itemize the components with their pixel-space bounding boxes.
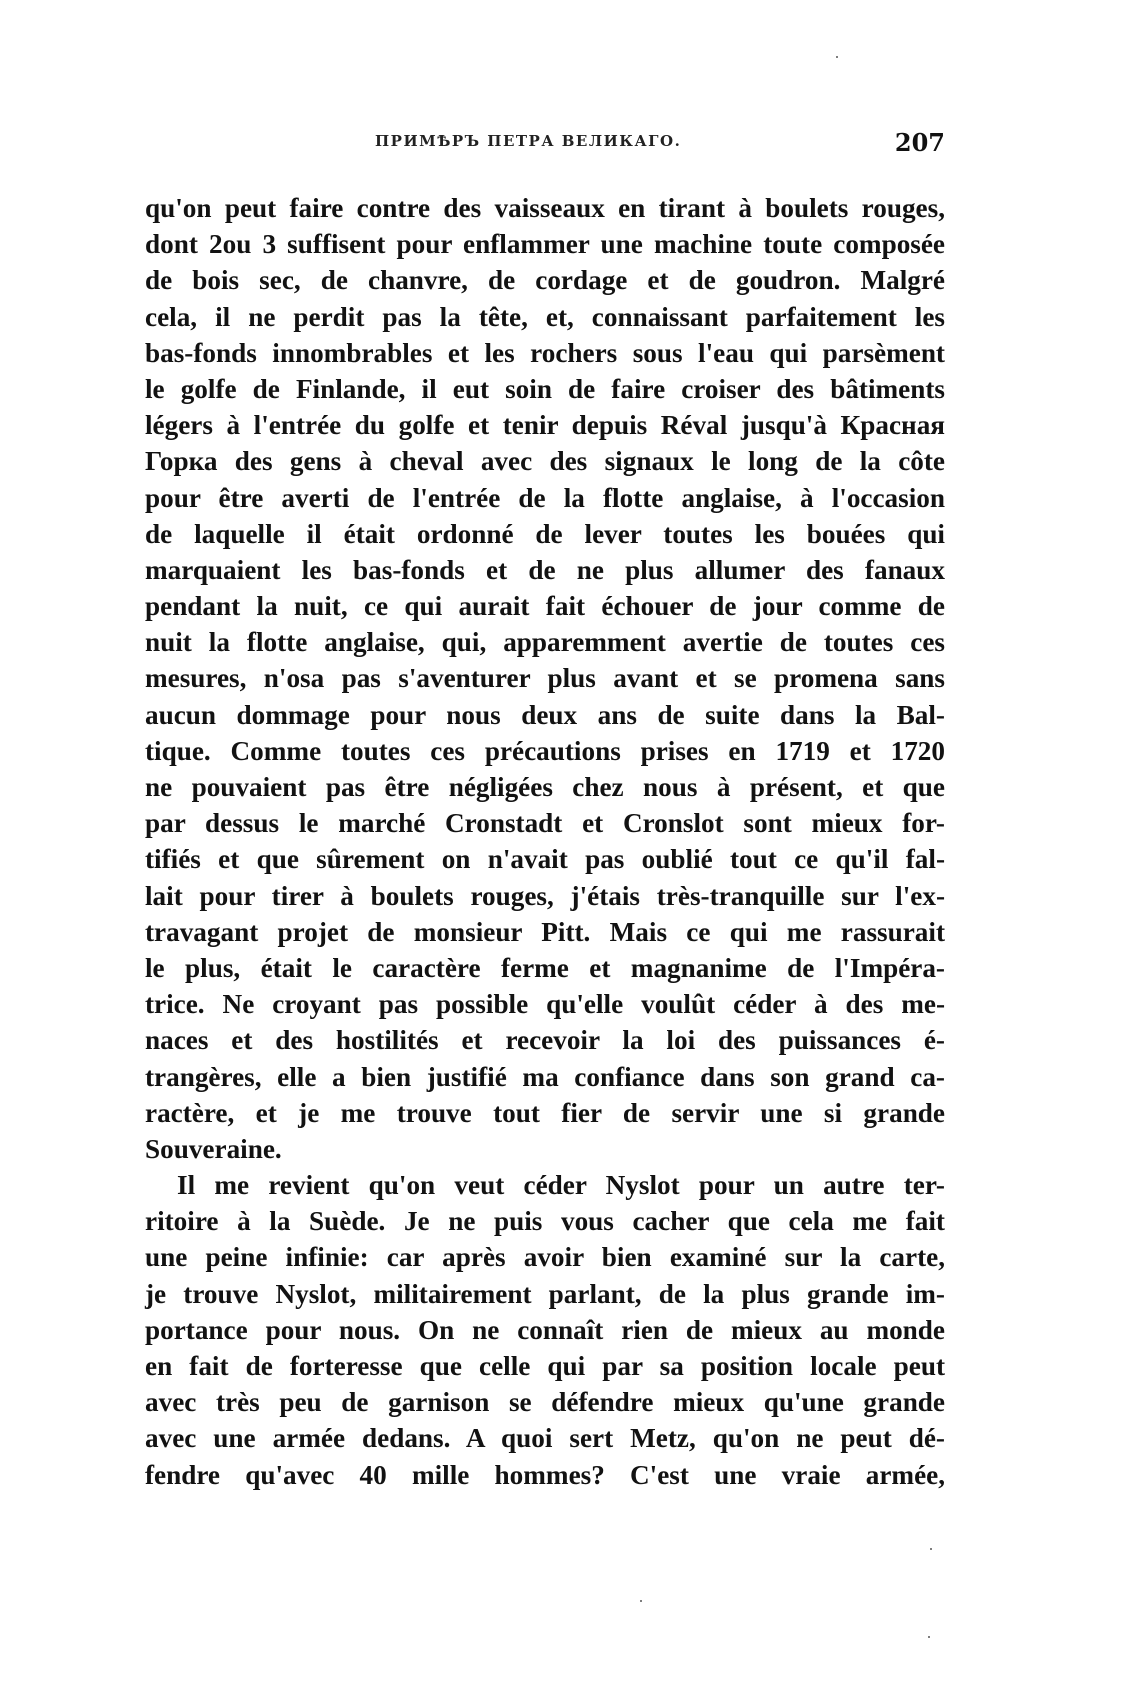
text-line: ritoire à la Suède. Je ne puis vous cacher que cela me fait: [145, 1206, 945, 1237]
text-line: avec une armée dedans. A quoi sert Metz, qu'on ne peut dé-: [145, 1423, 945, 1454]
text-line: trangères, elle a bien justifié ma confiance dans son grand ca-: [145, 1061, 945, 1092]
text-line: aucun dommage pour nous deux ans de suite dans la Bal-: [145, 699, 945, 730]
text-line: lait pour tirer à boulets rouges, j'étais très-tranquille sur l'ex-: [145, 880, 945, 911]
text-line: naces et des hostilités et recevoir la loi des puissances é-: [145, 1025, 945, 1056]
text-line: pendant la nuit, ce qui aurait fait échouer de jour comme de: [145, 591, 945, 622]
page-number: 207: [894, 128, 945, 157]
running-title: ПРИМѢРЪ ПЕТРА ВЕЛИКАГО.: [375, 132, 682, 150]
text-line: Il me revient qu'on veut céder Nyslot pour un autre ter-: [177, 1170, 945, 1201]
text-line: ne pouvaient pas être négligées chez nous à présent, et que: [145, 772, 945, 802]
text-line: mesures, n'osa pas s'aventurer plus avant et se promena sans: [145, 663, 945, 694]
paragraph-1: [145, 190, 945, 1167]
text-line: je trouve Nyslot, militairement parlant, de la plus grande im-: [145, 1278, 945, 1309]
text-line: dont 2ou 3 suffisent pour enflammer une machine toute composée: [145, 229, 945, 260]
text-line: le golfe de Finlande, il eut soin de faire croiser des bâtiments: [145, 373, 945, 404]
text-line: portance pour nous. On ne connaît rien de mieux au monde: [145, 1314, 945, 1345]
text-line: bas-fonds innombrables et les rochers sous l'eau qui parsèment: [145, 337, 945, 368]
text-line: le plus, était le caractère ferme et magnanime de l'Impéra-: [145, 952, 945, 983]
text-line: légers à l'entrée du golfe et tenir depuis Réval jusqu'à Красная: [145, 410, 945, 441]
text-line: tique. Comme toutes ces précautions prises en 1719 et 1720: [145, 735, 945, 766]
text-line: marquaient les bas-fonds et de ne plus allumer des fanaux: [145, 554, 945, 585]
text-line: travagant projet de monsieur Pitt. Mais ce qui me rassurait: [145, 916, 945, 947]
scan-speck: [640, 1600, 642, 1602]
body-text: [145, 190, 945, 1493]
text-line: par dessus le marché Cronstadt et Cronslot sont mieux for-: [145, 808, 945, 839]
text-line: Souveraine.: [145, 1133, 282, 1164]
text-line: pour être averti de l'entrée de la flotte anglaise, à l'occasion: [145, 482, 945, 513]
text-line: en fait de forteresse que celle qui par sa position locale peut: [145, 1351, 945, 1381]
text-line: une peine infinie: car après avoir bien examiné sur la carte,: [145, 1242, 945, 1273]
scan-speck: [930, 1548, 932, 1550]
text-line: tifiés et que sûrement on n'avait pas oublié tout ce qu'il fal-: [145, 844, 945, 875]
text-line: ractère, et je me trouve tout fier de servir une si grande: [145, 1097, 945, 1128]
text-line: cela, il ne perdit pas la tête, et, connaissant parfaitement les: [145, 301, 945, 332]
scan-speck: [928, 1636, 930, 1638]
paragraph-2: [145, 1167, 945, 1493]
text-line: avec très peu de garnison se défendre mieux qu'une grande: [145, 1387, 945, 1418]
text-line: trice. Ne croyant pas possible qu'elle voulût céder à des me-: [145, 989, 945, 1020]
running-head: [145, 128, 945, 168]
text-line: Горка des gens à cheval avec des signaux le long de la côte: [145, 446, 945, 477]
text-line: qu'on peut faire contre des vaisseaux en tirant à boulets rouges,: [145, 193, 945, 223]
scan-speck: [836, 56, 838, 58]
text-line: nuit la flotte anglaise, qui, apparemment avertie de toutes ces: [145, 627, 945, 658]
text-line: de laquelle il était ordonné de lever toutes les bouées qui: [145, 518, 945, 549]
text-line: fendre qu'avec 40 mille hommes? C'est une vraie armée,: [145, 1459, 945, 1490]
text-line: de bois sec, de chanvre, de cordage et de goudron. Malgré: [145, 265, 945, 296]
